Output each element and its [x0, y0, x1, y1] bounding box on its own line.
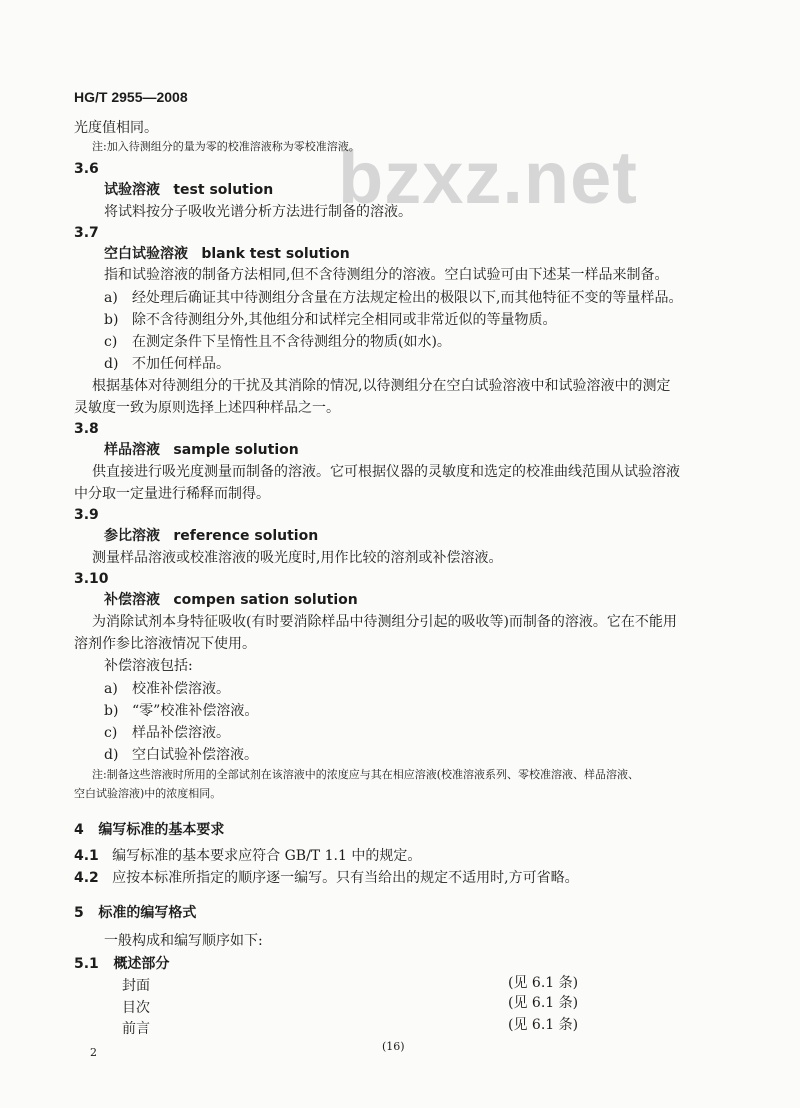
- list-item: 在测定条件下呈惰性且不含待测组分的物质(如水)。: [132, 334, 451, 350]
- list-item: 校准补偿溶液。: [132, 681, 230, 697]
- paragraph-line: 供直接进行吸光度测量而制备的溶液。它可根据仪器的灵敏度和选定的校准曲线范围从试验溶液: [92, 464, 680, 480]
- definition: 指和试验溶液的制备方法相同,但不含待测组分的溶液。空白试验可由下述某一样品来制备。: [104, 267, 669, 283]
- paragraph-line: 根据基体对待测组分的干扰及其消除的情况,以待测组分在空白试验溶液中和试验溶液中的测定: [92, 378, 671, 394]
- paragraph-line: 灵敏度一致为原则选择上述四种样品之一。: [74, 400, 340, 416]
- section-heading: [74, 955, 169, 973]
- list-item: 样品补偿溶液。: [132, 725, 230, 741]
- list-item: 空白试验补偿溶液。: [132, 747, 258, 763]
- term-zh: 试验溶液: [104, 182, 160, 198]
- list-marker: b): [104, 312, 119, 328]
- list-item: 不加任何样品。: [132, 356, 230, 372]
- term-zh: 空白试验溶液: [104, 246, 188, 262]
- term-en: reference solution: [173, 528, 319, 544]
- list-marker: a): [104, 681, 118, 697]
- list-item: 除不含待测组分外,其他组分和试样完全相同或非常近似的等量物质。: [132, 312, 557, 328]
- term-en: test solution: [173, 182, 274, 198]
- section-number: 3.7: [74, 225, 99, 241]
- term-heading: [104, 441, 299, 459]
- standard-code: HG/T 2955—2008: [74, 89, 188, 105]
- term-en: sample solution: [173, 442, 299, 458]
- toc-ref: (见 6.1 条): [508, 995, 579, 1011]
- body-line: 光度值相同。: [74, 120, 158, 136]
- section-title: 概述部分: [113, 956, 170, 972]
- paragraph-line: 为消除试剂本身特征吸收(有时要消除样品中待测组分引起的吸收等)而制备的溶液。它在不能用: [92, 614, 677, 630]
- list-marker: d): [104, 356, 119, 372]
- clause-text: 编写标准的基本要求应符合 GB/T 1.1 中的规定。: [112, 848, 422, 864]
- paragraph-line: 补偿溶液包括:: [104, 658, 193, 674]
- definition: 将试料按分子吸收光谱分析方法进行制备的溶液。: [104, 204, 412, 220]
- watermark: bzxz.net: [338, 136, 638, 219]
- toc-item: 前言: [122, 1021, 150, 1037]
- term-zh: 样品溶液: [104, 442, 160, 458]
- page-number: 2: [90, 1046, 97, 1059]
- section-number: 5.1: [74, 956, 99, 972]
- section-number: 3.9: [74, 507, 99, 523]
- toc-ref: (见 6.1 条): [508, 1017, 579, 1033]
- clause: [74, 869, 579, 887]
- center-number: (16): [382, 1040, 405, 1053]
- paragraph-line: 中分取一定量进行稀释而制得。: [74, 486, 270, 502]
- list-item: “零”校准补偿溶液。: [132, 703, 259, 719]
- term-heading: [104, 181, 273, 199]
- section-number: 3.6: [74, 161, 99, 177]
- list-item: 经处理后确证其中待测组分含量在方法规定检出的极限以下,而其他特征不变的等量样品。: [132, 290, 683, 306]
- section-number: 3.10: [74, 571, 109, 587]
- section-number: 4: [74, 822, 84, 838]
- section-title: 标准的编写格式: [98, 905, 197, 921]
- paragraph-line: 溶剂作参比溶液情况下使用。: [74, 636, 256, 652]
- term-heading: [104, 591, 358, 609]
- list-marker: c): [104, 334, 118, 350]
- clause-text: 应按本标准所指定的顺序逐一编写。只有当给出的规定不适用时,方可省略。: [112, 870, 579, 886]
- clause: [74, 847, 421, 865]
- definition: 测量样品溶液或校准溶液的吸光度时,用作比较的溶剂或补偿溶液。: [92, 550, 503, 566]
- section-number: 3.8: [74, 421, 99, 437]
- section-title: 编写标准的基本要求: [98, 822, 225, 838]
- section-number: 5: [74, 905, 84, 921]
- section-heading: [74, 904, 196, 922]
- paragraph-line: 一般构成和编写顺序如下:: [104, 933, 263, 949]
- section-heading: [74, 821, 224, 839]
- term-zh: 补偿溶液: [104, 592, 160, 608]
- list-marker: b): [104, 703, 119, 719]
- clause-number: 4.2: [74, 870, 99, 886]
- list-marker: a): [104, 290, 118, 306]
- note: 注:制备这些溶液时所用的全部试剂在该溶液中的浓度应与其在相应溶液(校准溶液系列、零校准溶液、样品溶液、: [92, 768, 639, 781]
- toc-item: 封面: [122, 978, 150, 994]
- toc-ref: (见 6.1 条): [508, 975, 579, 991]
- term-zh: 参比溶液: [104, 528, 160, 544]
- term-heading: [104, 245, 350, 263]
- list-marker: d): [104, 747, 119, 763]
- note: 空白试验溶液)中的浓度相同。: [74, 787, 222, 800]
- toc-item: 目次: [122, 1000, 150, 1016]
- term-en: compen sation solution: [173, 592, 358, 608]
- term-en: blank test solution: [201, 246, 350, 262]
- clause-number: 4.1: [74, 848, 99, 864]
- note: 注:加入待测组分的量为零的校准溶液称为零校准溶液。: [92, 140, 360, 153]
- term-heading: [104, 527, 318, 545]
- list-marker: c): [104, 725, 118, 741]
